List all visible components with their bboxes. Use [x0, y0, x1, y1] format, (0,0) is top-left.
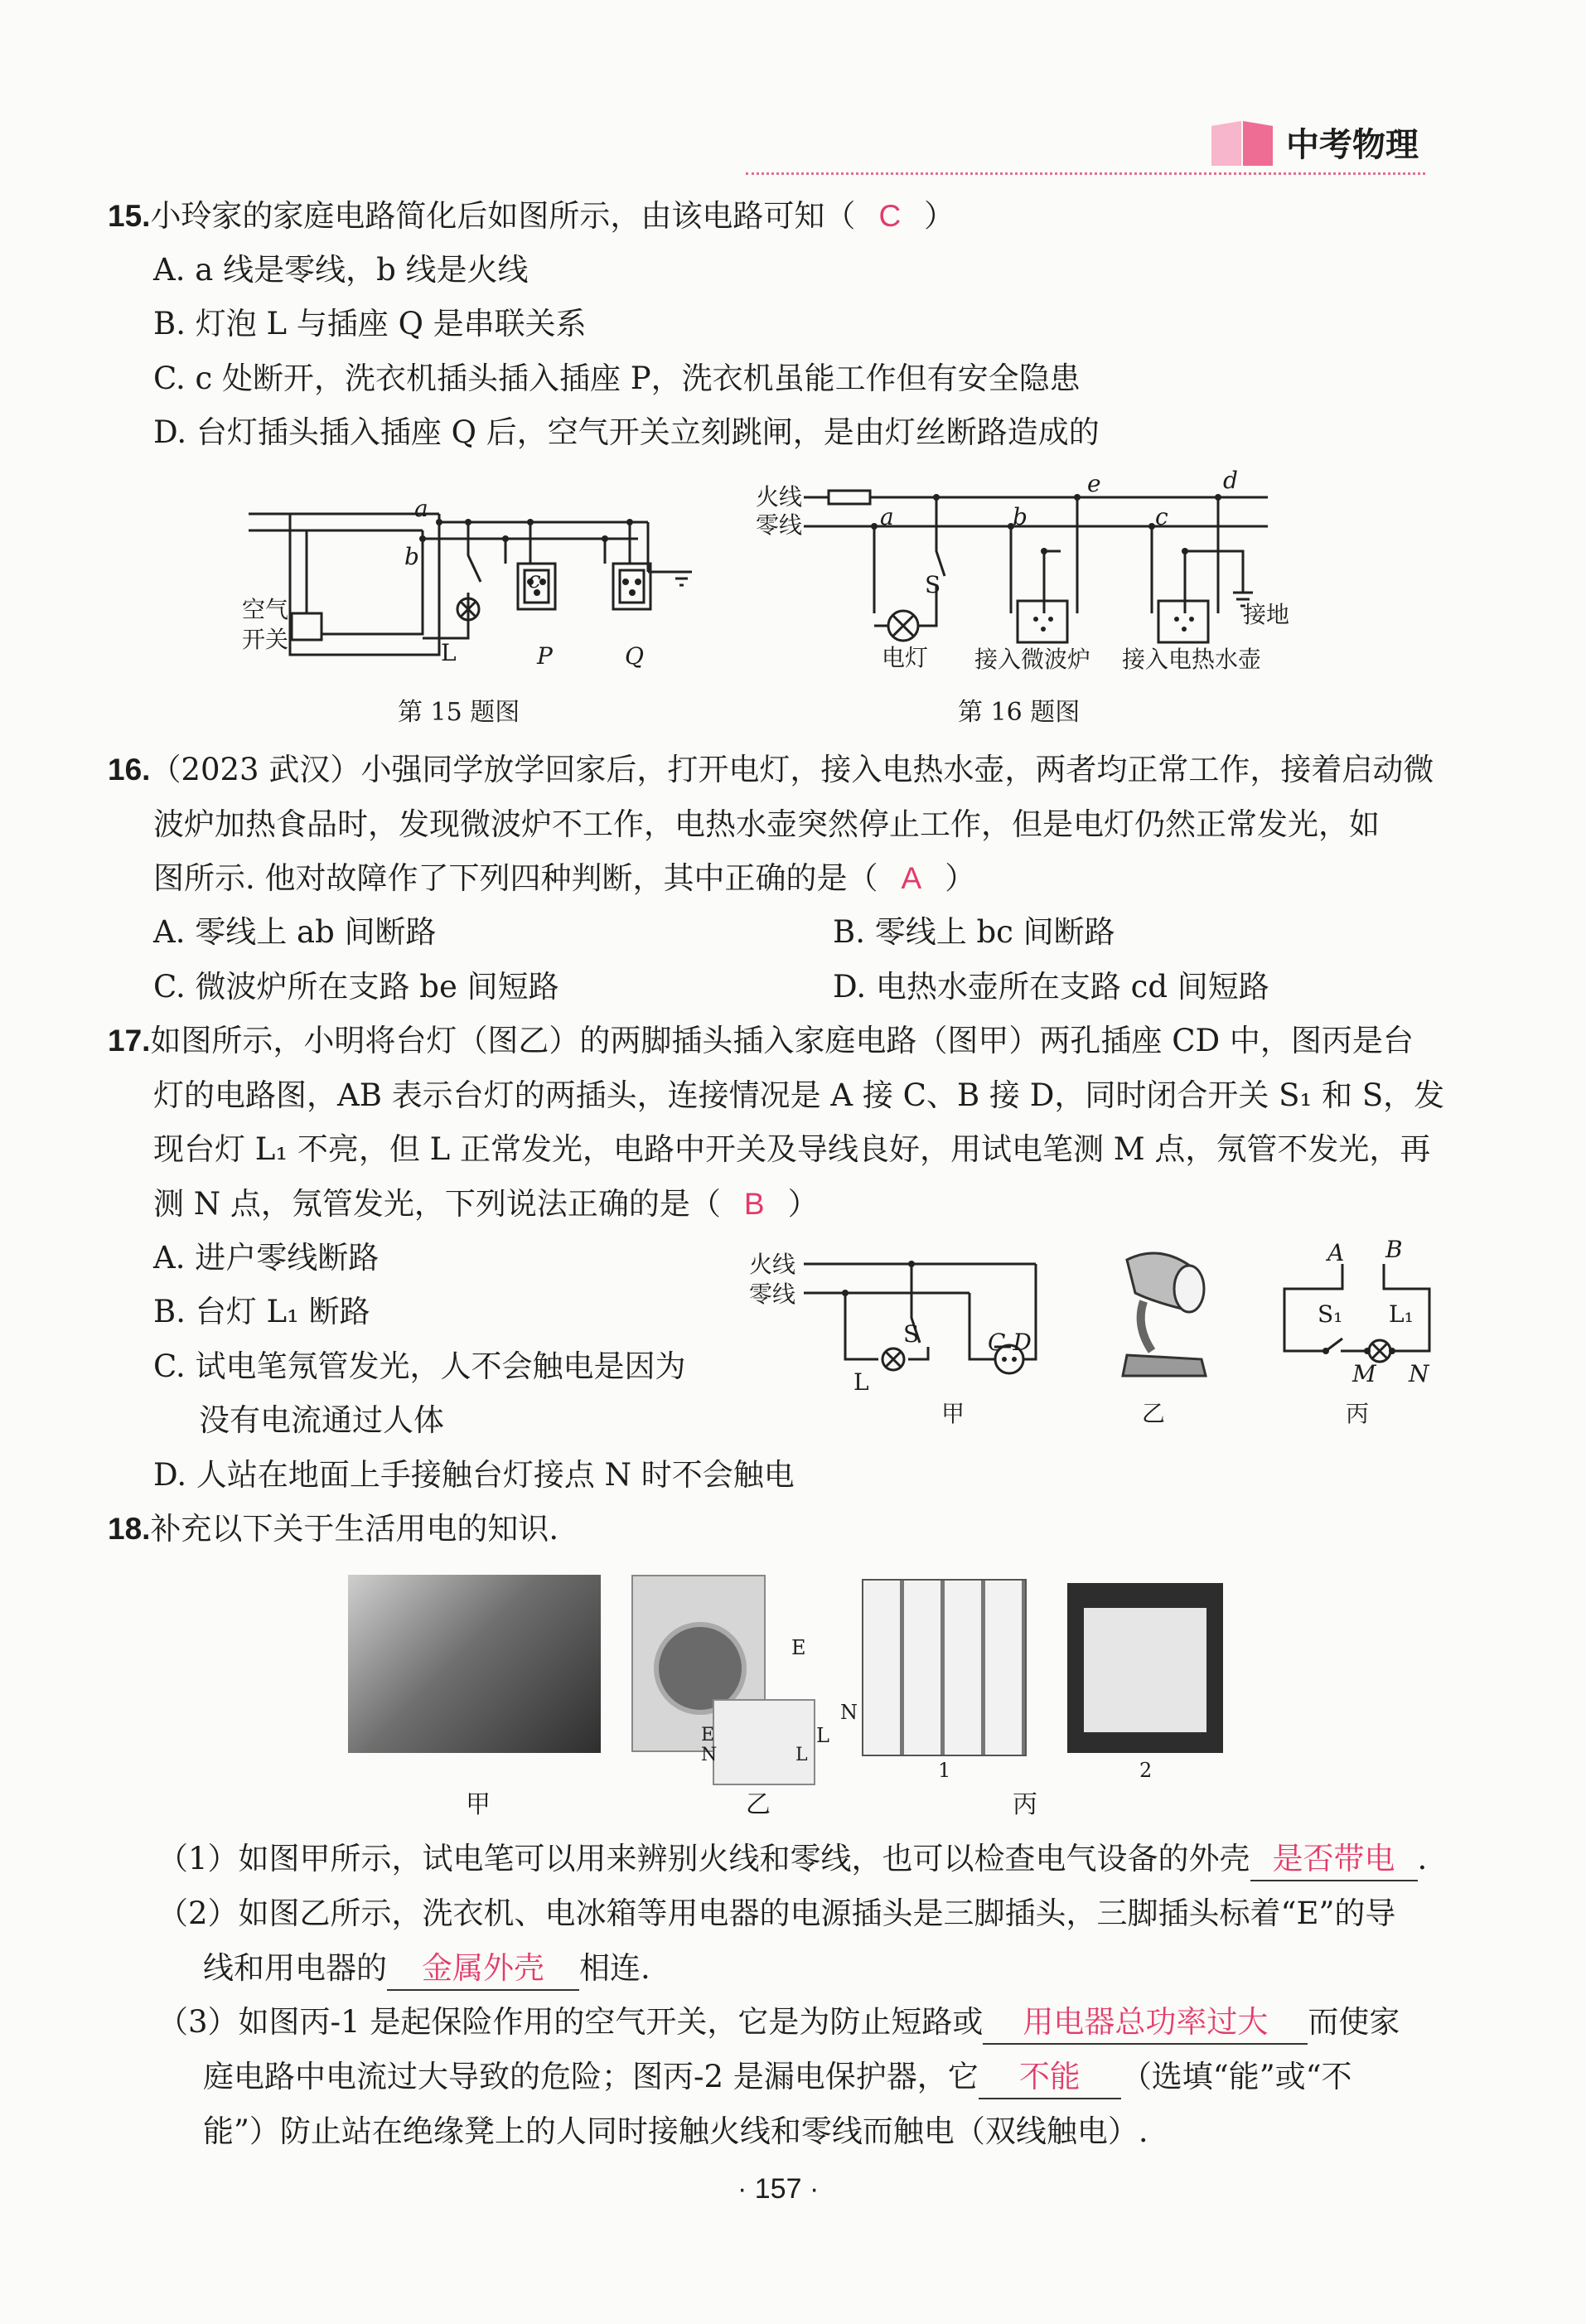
fig16-label-c: c [1155, 503, 1168, 530]
fig17-caption-bing: 丙 [1346, 1400, 1370, 1427]
q18-part3-line3: 能”）防止站在绝缘凳上的人同时接触火线和零线而触电（双线触电）. [203, 2113, 1148, 2149]
q16-option-a: A. 零线上 ab 间断路 [153, 914, 437, 950]
q18-photo-number-1: 1 [938, 1759, 951, 1782]
fig15-label-breaker-1: 空气 [242, 596, 289, 623]
fig16-label-live: 火线 [756, 483, 803, 511]
q18-part2-line2: 线和用电器的 金属外壳 相连. [203, 1948, 650, 1991]
fig16-label-microwave: 接入微波炉 [974, 646, 1091, 673]
q17-line4: 测 N 点，氖管发光，下列说法正确的是（ B ） [153, 1186, 819, 1222]
q15-number: 15. [108, 199, 151, 233]
fig16-label-e: e [1087, 470, 1101, 497]
q17-number: 17. [108, 1024, 151, 1058]
fig16-label-S: S [925, 571, 941, 598]
fig17-label-L: L [853, 1368, 869, 1396]
q18-part1: （1）如图甲所示，试电笔可以用来辨别火线和零线，也可以检查电气设备的外壳 是否带电 . [157, 1838, 1427, 1881]
q18-label-N: N [840, 1701, 858, 1724]
fig17-label-B: B [1385, 1236, 1403, 1263]
q16-number: 16. [108, 753, 151, 787]
q17-option-d: D. 人站在地面上手接触台灯接点 N 时不会触电 [153, 1457, 795, 1493]
header-title: 中考物理 [1286, 126, 1419, 164]
fig17-label-M: M [1352, 1360, 1376, 1387]
fig16-label-d: d [1223, 467, 1238, 494]
q17-line2: 灯的电路图，AB 表示台灯的两插头，连接情况是 A 接 C、B 接 D，同时闭合开关 S₁ 和 S，发 [153, 1077, 1445, 1113]
q15-option-a: A. a 线是零线，b 线是火线 [153, 252, 529, 288]
q17-option-c1: C. 试电笔氖管发光，人不会触电是因为 [153, 1348, 686, 1384]
fig15-label-breaker-2: 开关 [242, 626, 289, 653]
q18-caption-bing: 丙 [1013, 1790, 1037, 1819]
q16-line3: 图所示. 他对故障作了下列四种判断，其中正确的是（ A ） [153, 860, 976, 896]
q18-label-E: E [791, 1636, 806, 1659]
q18-photo-test-pen [348, 1575, 601, 1753]
q16-option-c: C. 微波炉所在支路 be 间短路 [153, 969, 559, 1005]
q15-option-b: B. 灯泡 L 与插座 Q 是串联关系 [153, 306, 587, 341]
q18-socket-label-E: E [701, 1725, 715, 1745]
q16-line1: 16.（2023 武汉）小强同学放学回家后，打开电灯，接入电热水壶，两者均正常工作，接着启动微 [108, 752, 1434, 787]
q15-option-d: D. 台灯插头插入插座 Q 后，空气开关立刻跳闸，是由灯丝断路造成的 [153, 414, 1100, 450]
fig17-label-live: 火线 [749, 1251, 796, 1278]
q18-photo-number-2: 2 [1139, 1759, 1153, 1782]
fig16-label-b: b [1013, 503, 1028, 530]
fig16-caption: 第 16 题图 [958, 698, 1081, 727]
q18-socket-label-L: L [795, 1745, 808, 1765]
fig17-label-S: S [903, 1320, 920, 1348]
fig15-label-b: b [404, 543, 419, 570]
q17-option-b: B. 台灯 L₁ 断路 [153, 1294, 370, 1329]
q16-option-d: D. 电热水壶所在支路 cd 间短路 [833, 969, 1269, 1005]
fig16-label-a: a [880, 503, 894, 530]
q18-part1-answer: 是否带电 [1250, 1838, 1418, 1881]
q18-caption-jia: 甲 [466, 1790, 491, 1819]
fig15-label-c: c [528, 566, 541, 593]
q18-number: 18. [108, 1512, 151, 1546]
fig16-label-neutral: 零线 [756, 511, 803, 539]
fig17-label-N: N [1409, 1360, 1429, 1387]
q18-part2-line1: （2）如图乙所示，洗衣机、电冰箱等用电器的电源插头是三脚插头，三脚插头标着“E”的导 [157, 1896, 1396, 1931]
q15-stem: 15.小玲家的家庭电路简化后如图所示，由该电路可知（ C ） [108, 198, 955, 234]
page-number: · 157 · [737, 2173, 820, 2205]
q17-option-a: A. 进户零线断路 [153, 1240, 380, 1276]
q15-answer: C [878, 199, 902, 233]
q18-stem: 18.补充以下关于生活用电的知识. [108, 1511, 559, 1547]
fig16-label-ground: 接地 [1243, 601, 1290, 628]
header-book-icon [1208, 118, 1276, 169]
q18-photo-air-switch [862, 1579, 1027, 1756]
fig16-label-kettle: 接入电热水壶 [1122, 646, 1262, 673]
q18-photo-leakage-protector [1067, 1583, 1223, 1753]
q16-option-b: B. 零线上 bc 间断路 [833, 914, 1115, 950]
fig17-label-CD: C D [988, 1329, 1032, 1356]
fig15-label-L: L [441, 639, 457, 666]
fig15-label-Q: Q [625, 642, 644, 670]
fig17-label-A: A [1327, 1239, 1345, 1266]
q17-line3: 现台灯 L₁ 不亮，但 L 正常发光，电路中开关及导线良好，用试电笔测 M 点，氖管不发光，再 [153, 1131, 1431, 1167]
fig17-jia-circuit [804, 1252, 1061, 1384]
fig17-caption-yi: 乙 [1142, 1400, 1166, 1427]
fig17-yi-desk-lamp [1110, 1243, 1226, 1384]
fig17-label-neutral: 零线 [749, 1281, 796, 1308]
q17-option-c2: 没有电流通过人体 [199, 1402, 444, 1438]
q18-part3-answer2: 不能 [979, 2056, 1121, 2099]
q17-answer: B [743, 1187, 765, 1221]
q16-line2: 波炉加热食品时，发现微波炉不工作，电热水壶突然停止工作，但是电灯仍然正常发光，如 [153, 806, 1380, 842]
q16-answer: A [901, 861, 922, 895]
fig15-caption: 第 15 题图 [398, 698, 520, 727]
q18-part3-answer1: 用电器总功率过大 [983, 2002, 1308, 2045]
fig17-caption-jia: 甲 [941, 1400, 965, 1427]
q18-socket-label-N: N [701, 1745, 718, 1765]
fig17-bing-lamp-circuit [1276, 1252, 1442, 1376]
fig17-label-S1: S₁ [1318, 1300, 1343, 1328]
q17-line1: 17.如图所示，小明将台灯（图乙）的两脚插头插入家庭电路（图甲）两孔插座 CD 中，图丙是台 [108, 1023, 1414, 1058]
fig17-label-L1: L₁ [1389, 1300, 1414, 1328]
q18-part3-line1: （3）如图丙-1 是起保险作用的空气开关，它是为防止短路或 用电器总功率过大 而使家 [157, 2002, 1400, 2045]
q18-caption-yi: 乙 [746, 1790, 771, 1819]
q18-label-L: L [816, 1724, 829, 1747]
header-rule [746, 172, 1425, 175]
fig15-label-P: P [537, 642, 553, 670]
q18-part2-answer: 金属外壳 [387, 1948, 579, 1991]
fig16-label-lamp: 电灯 [882, 644, 929, 671]
q15-option-c: C. c 处断开，洗衣机插头插入插座 P，洗衣机虽能工作但有安全隐患 [153, 361, 1081, 396]
q18-part3-line2: 庭电路中电流过大导致的危险；图丙-2 是漏电保护器，它 不能 （选填“能”或“不 [203, 2056, 1352, 2099]
fig15-label-a: a [414, 495, 428, 522]
